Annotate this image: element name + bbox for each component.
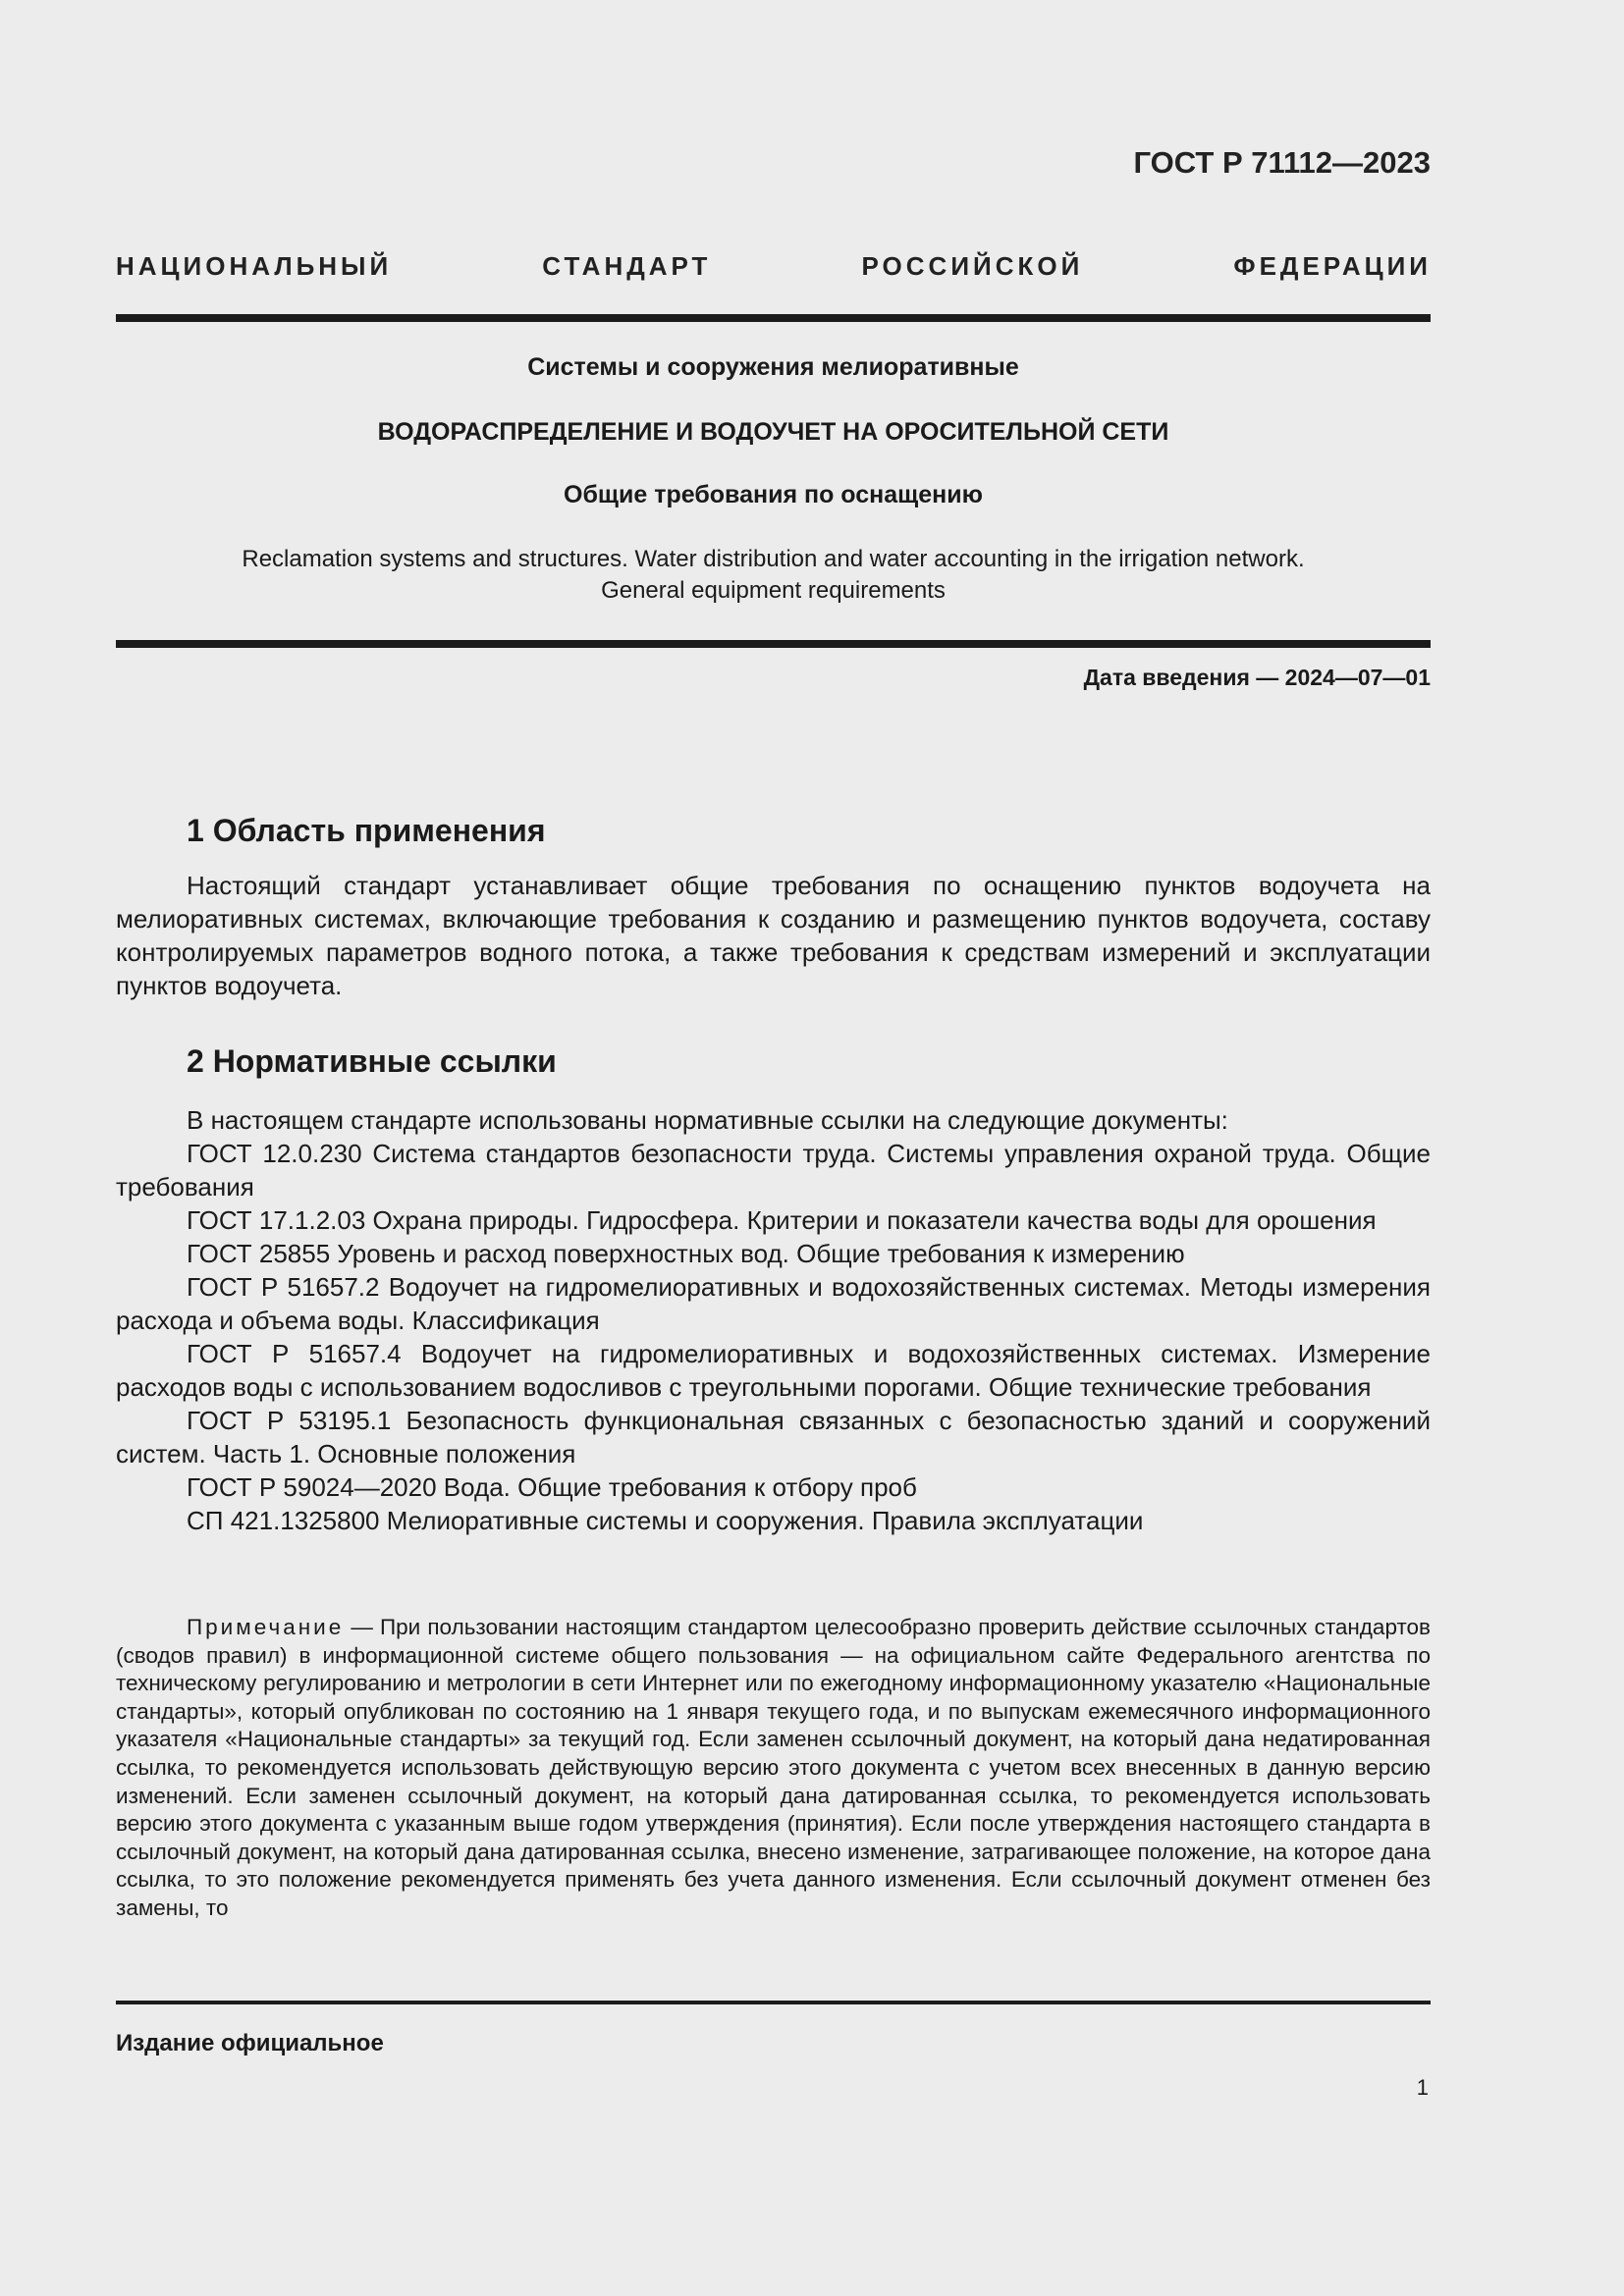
note-label: Примечание	[187, 1615, 345, 1639]
reference-item: ГОСТ Р 51657.4 Водоучет на гидромелиоративных и водохозяйственных системах. Измерение расходов воды с использованием водосливов с треугольными порогами. Общие технические требования	[116, 1339, 1431, 1402]
section-2-heading: 2 Нормативные ссылки	[187, 1043, 557, 1079]
national-standard-banner: НАЦИОНАЛЬНЫЙ СТАНДАРТ РОССИЙСКОЙ ФЕДЕРАЦИИ	[116, 251, 1432, 281]
title-line-1: Системы и сооружения мелиоративные	[527, 353, 1019, 381]
reference-item: ГОСТ 12.0.230 Система стандартов безопасности труда. Системы управления охраной труда. Общие требования	[116, 1139, 1431, 1201]
title-line-3: Общие требования по оснащению	[564, 481, 983, 508]
reference-item: ГОСТ Р 51657.2 Водоучет на гидромелиоративных и водохозяйственных системах. Методы измерения расхода и объема воды. Классификация	[116, 1272, 1431, 1335]
section-1-paragraph: Настоящий стандарт устанавливает общие требования по оснащению пунктов водоучета на мелиоративных системах, включающие требования к созданию и размещению пунктов водоучета, составу контролируемых параметров водного потока, а также требования к средствам измерений и эксплуатации пунктов водоучета.	[116, 871, 1431, 1000]
reference-item: СП 421.1325800 Мелиоративные системы и сооружения. Правила эксплуатации	[187, 1506, 1144, 1535]
introduction-date: Дата введения — 2024—07—01	[1083, 665, 1431, 690]
section-1-body	[116, 869, 1431, 1002]
reference-item: ГОСТ Р 53195.1 Безопасность функциональная связанных с безопасностью зданий и сооружений систем. Часть 1. Основные положения	[116, 1406, 1431, 1468]
references-list	[116, 1103, 1431, 1537]
references-note	[116, 1614, 1431, 1923]
note-text: — При пользовании настоящим стандартом целесообразно проверить действие ссылочных стандартов (сводов правил) в информационной системе общего пользования — на официальном сайте Федерального агентства по техническому регулированию и метрологии в сети Интернет или по ежегодному информационному указателю «Национальные стандарты», который опубликован по состоянию на 1 января текущего года, и по выпускам ежемесячного информационного указателя «Национальные стандарты» за текущий год. Если заменен ссылочный документ, на который дана недатированная ссылка, то рекомендуется использовать действующую версию этого документа с учетом всех внесенных в данную версию изменений. Если заменен ссылочный документ, на который дана датированная ссылка, то рекомендуется использовать версию этого документа с указанным выше годом утверждения (принятия). Если после утверждения настоящего стандарта в ссылочный документ, на который дана датированная ссылка, внесено изменение, затрагивающее положение, на которое дана ссылка, то это положение рекомендуется применять без учета данного изменения. Если ссылочный документ отменен без замены, то	[116, 1615, 1431, 1920]
footer-divider	[116, 2001, 1431, 2004]
section-1-heading: 1 Область применения	[187, 813, 546, 848]
top-divider	[116, 314, 1431, 322]
english-title-line-2: General equipment requirements	[601, 577, 946, 604]
references-intro: В настоящем стандарте использованы нормативные ссылки на следующие документы:	[187, 1105, 1228, 1135]
reference-item: ГОСТ Р 59024—2020 Вода. Общие требования к отбору проб	[187, 1472, 917, 1502]
edition-label: Издание официальное	[116, 2030, 384, 2056]
english-title-line-1: Reclamation systems and structures. Water distribution and water accounting in the irrigation network.	[242, 546, 1305, 572]
title-line-2: ВОДОРАСПРЕДЕЛЕНИЕ И ВОДОУЧЕТ НА ОРОСИТЕЛЬНОЙ СЕТИ	[377, 418, 1169, 446]
document-number: ГОСТ Р 71112—2023	[1133, 145, 1431, 180]
title-bottom-divider	[116, 640, 1431, 648]
reference-item: ГОСТ 17.1.2.03 Охрана природы. Гидросфера. Критерии и показатели качества воды для орошения	[187, 1205, 1377, 1235]
page-number: 1	[1416, 2075, 1429, 2100]
reference-item: ГОСТ 25855 Уровень и расход поверхностных вод. Общие требования к измерению	[187, 1239, 1185, 1268]
english-title	[116, 544, 1431, 607]
